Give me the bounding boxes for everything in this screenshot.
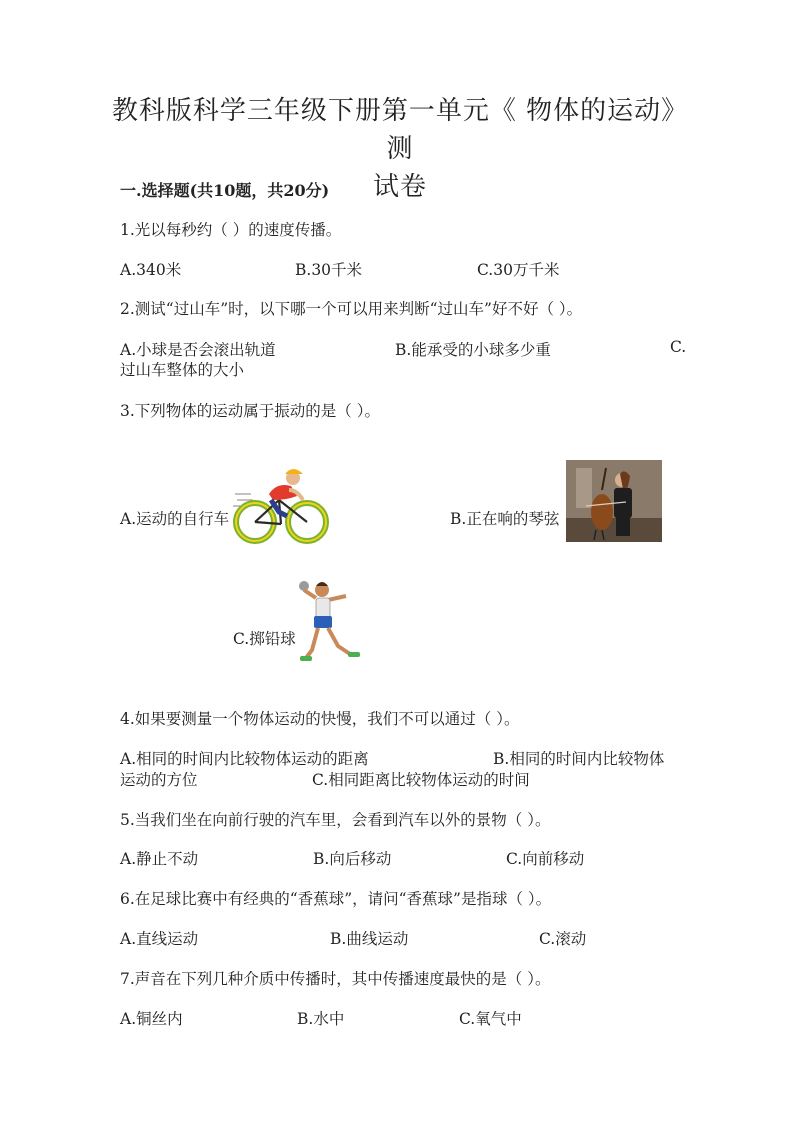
question-5-option-c: C.向前移动 [506, 850, 585, 868]
question-4-stem: 4.如果要测量一个物体运动的快慢，我们不可以通过（ ）。 [120, 710, 520, 728]
question-2-option-c-wrap: 过山车整体的大小 [120, 361, 245, 379]
question-2-option-c: C. [670, 338, 687, 356]
question-5-option-a: A.静止不动 [120, 850, 199, 868]
title-line-2: 试卷 [372, 172, 427, 202]
question-4-option-a: A.相同的时间内比较物体运动的距离 [120, 750, 369, 768]
question-7-option-a: A.铜丝内 [120, 1010, 183, 1028]
question-7-option-b: B.水中 [297, 1010, 345, 1028]
question-3-option-a: A.运动的自行车 [120, 510, 230, 528]
cello-player-image [566, 460, 662, 542]
question-4-option-c: C.相同距离比较物体运动的时间 [312, 771, 530, 789]
question-3-option-c: C.掷铅球 [233, 630, 296, 648]
question-2-option-b: B.能承受的小球多少重 [395, 341, 551, 359]
question-1-option-b: B.30千米 [295, 261, 363, 279]
question-3-option-b: B.正在响的琴弦 [450, 510, 560, 528]
question-6-option-a: A.直线运动 [120, 930, 199, 948]
cyclist-image [233, 460, 331, 546]
question-6-option-c: C.滚动 [539, 930, 587, 948]
question-1-stem: 1.光以每秒约（ ）的速度传播。 [120, 221, 342, 239]
title-line-1: 教科版科学三年级下册第一单元《 物体的运动》测 [111, 96, 689, 164]
question-5-option-b: B.向后移动 [313, 850, 392, 868]
question-6-option-b: B.曲线运动 [330, 930, 409, 948]
question-4-option-b: B.相同的时间内比较物体 [493, 750, 665, 768]
question-7-option-c: C.氧气中 [459, 1010, 522, 1028]
question-7-stem: 7.声音在下列几种介质中传播时，其中传播速度最快的是（ ）。 [120, 970, 551, 988]
question-1-option-c: C.30万千米 [477, 261, 560, 279]
question-2-stem: 2.测试“过山车”时，以下哪一个可以用来判断“过山车”好不好（ ）。 [120, 300, 583, 318]
question-2-option-a: A.小球是否会滚出轨道 [120, 341, 276, 359]
shot-put-image [294, 574, 366, 666]
question-6-stem: 6.在足球比赛中有经典的“香蕉球”，请问“香蕉球”是指球（ ）。 [120, 890, 552, 908]
question-1-option-a: A.340米 [120, 261, 182, 279]
question-3-stem: 3.下列物体的运动属于振动的是（ ）。 [120, 402, 380, 420]
section-heading: 一.选择题(共10题，共20分) [120, 181, 330, 200]
question-4-option-b-wrap: 运动的方位 [120, 771, 198, 789]
question-5-stem: 5.当我们坐在向前行驶的汽车里，会看到汽车以外的景物（ ）。 [120, 811, 551, 829]
